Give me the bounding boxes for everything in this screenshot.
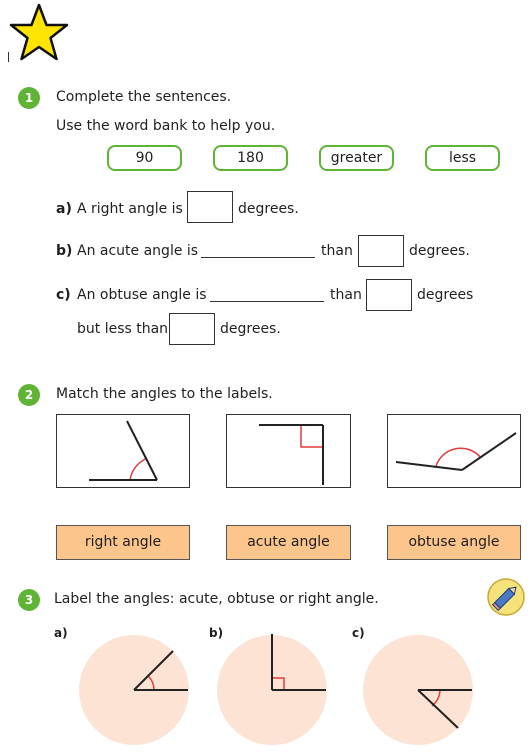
q1c-degrees: degrees <box>417 287 474 303</box>
q3-instruction: Label the angles: acute, obtuse or right angle. <box>54 591 379 607</box>
q3-angle-a[interactable] <box>78 634 190 748</box>
label-acute-angle[interactable]: acute angle <box>226 525 351 560</box>
q1b-answer-line[interactable] <box>201 257 315 258</box>
q1b-letter: b) <box>56 243 73 259</box>
q1b-than: than <box>321 243 353 259</box>
q1a-text: A right angle is <box>77 201 183 217</box>
q1c-text-2: but less than <box>77 321 169 337</box>
q3-angle-b[interactable] <box>216 634 328 748</box>
q1c-letter: c) <box>56 287 71 303</box>
q1c-answer-box-1[interactable] <box>366 279 412 311</box>
q1c-text: An obtuse angle is <box>77 287 207 303</box>
q1c-answer-box-2[interactable] <box>169 313 215 345</box>
angle-card-1[interactable] <box>56 414 190 488</box>
q3-part-a-letter: a) <box>54 626 68 640</box>
q1c-than: than <box>330 287 362 303</box>
q1a-answer-box[interactable] <box>187 191 233 223</box>
question-number-3: 3 <box>18 589 40 611</box>
q2-instruction: Match the angles to the labels. <box>56 386 273 402</box>
margin-mark <box>8 52 9 62</box>
q1a-letter: a) <box>56 201 72 217</box>
q1b-text-end: degrees. <box>409 243 470 259</box>
star-icon <box>8 2 70 64</box>
q1-instruction: Complete the sentences. <box>56 89 232 105</box>
word-bank-less: less <box>425 145 500 171</box>
q1a-text-end: degrees. <box>238 201 299 217</box>
pencil-icon <box>486 577 526 617</box>
q3-part-c-letter: c) <box>352 626 365 640</box>
question-number-2: 2 <box>18 384 40 406</box>
word-bank-180: 180 <box>213 145 288 171</box>
label-right-angle[interactable]: right angle <box>56 525 190 560</box>
q1c-answer-line[interactable] <box>210 301 324 302</box>
word-bank-greater: greater <box>319 145 394 171</box>
q1-subinstruction: Use the word bank to help you. <box>56 118 276 134</box>
question-number-1: 1 <box>18 87 40 109</box>
q1c-text-end: degrees. <box>220 321 281 337</box>
word-bank-90: 90 <box>107 145 182 171</box>
angle-card-2[interactable] <box>226 414 351 488</box>
label-obtuse-angle[interactable]: obtuse angle <box>387 525 521 560</box>
angle-card-3[interactable] <box>387 414 521 488</box>
q1b-answer-box[interactable] <box>358 235 404 267</box>
q1b-text: An acute angle is <box>77 243 199 259</box>
q3-part-b-letter: b) <box>209 626 224 640</box>
q3-angle-c[interactable] <box>362 634 474 748</box>
